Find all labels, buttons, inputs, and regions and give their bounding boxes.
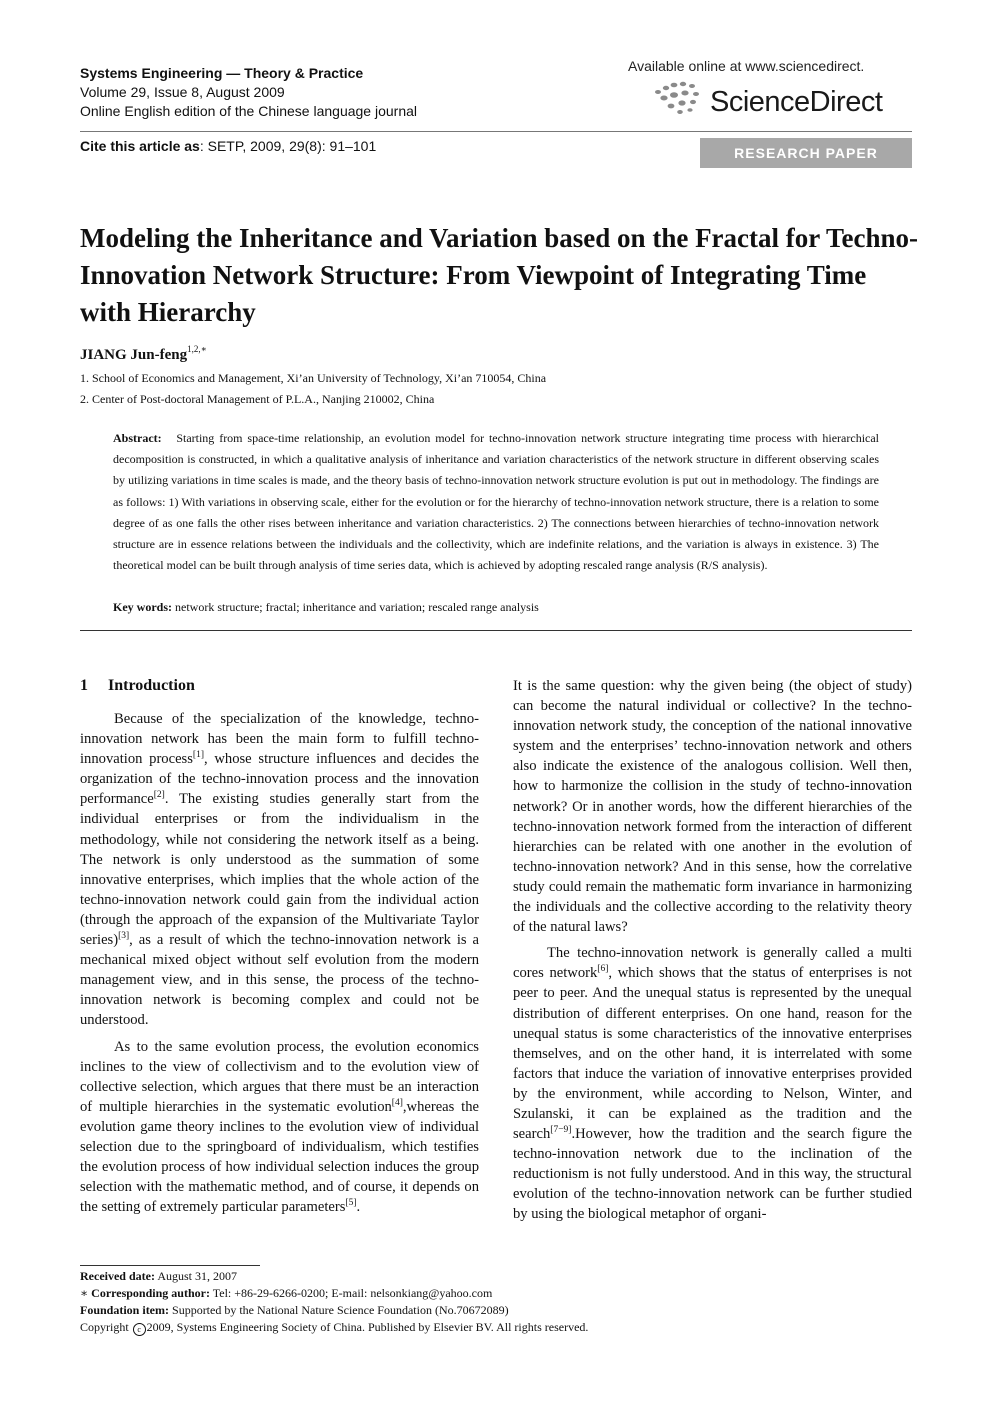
sciencedirect-dots-icon xyxy=(652,80,704,116)
corresponding-label: Corresponding author: xyxy=(91,1286,210,1300)
paragraph-text: . The existing studies generally start from the individual enterprises or from the individualism in the methodology, while not considering the network itself as a being. The network is only understood as the summation of some innovative enterprises, which implies that the whole action of the techno-innovation network could gain from the individual action (through the approach of the expansion of the Multivariate Taylor series) xyxy=(80,791,479,949)
keywords-text: network structure; fractal; inheritance and variation; rescaled range analysis xyxy=(175,600,539,614)
footnote-divider xyxy=(80,1265,260,1266)
copyright-prefix: Copyright xyxy=(80,1320,129,1334)
foundation-label: Foundation item: xyxy=(80,1303,170,1317)
citation-ref[interactable]: [7−9] xyxy=(550,1125,572,1136)
received-date xyxy=(80,1268,588,1285)
foundation-value: Supported by the National Nature Science Foundation (No.70672089) xyxy=(172,1303,509,1317)
corresponding-value: Tel: +86-29-6266-0200; E-mail: nelsonkiang@yahoo.com xyxy=(212,1286,493,1300)
journal-name: Systems Engineering — Theory & Practice xyxy=(80,65,364,81)
header-divider xyxy=(80,131,912,132)
received-value: August 31, 2007 xyxy=(157,1269,237,1283)
paragraph-text: , whose structure influences and decides the organization of the techno-innovation process and the innovation performance xyxy=(80,751,479,808)
paragraph-text: , which shows that the status of enterprises is not peer to peer. And the unequal status is represented by the unequal distribution of different enterprises. On one hand, reason for the unequal status is some characteristics of the innovative enterprises themselves, and on the other hand, it is interrelated with some factors that induce the variation of innovative enterprises provided by the environment, while according to Nelson, Winter, and Szulanski, it can be explained as the tradition and the search xyxy=(513,965,912,1143)
citation-ref[interactable]: [4] xyxy=(391,1097,403,1108)
research-paper-badge: RESEARCH PAPER xyxy=(700,138,912,168)
abstract-text: Starting from space-time relationship, an evolution model for techno-innovation network structure integrating time process with hierarchical decomposition is constructed, in which a qualitative analysis of inheritance and variation characteristics of the network structure in different observing scales by utilizing variations in time scales is made, and the theory basis of techno-innovation network structure evolution is put out in methodology. The findings are as follows: 1) With variations in observing scale, either for the evolution or for the hierarchy of techno-innovation network structure, there is a relation to some degree of as one falls the other rises between inheritance and variation characteristics. 2) The connections between hierarchies of techno-innovation network structure are in essence relations between the individuals and the collectivity, which are indefinite relations, and the variation is always in existence. 3) The theoretical model can be built through analysis of time series data, which is achieved by adopting rescaled range analysis (R/S analysis). xyxy=(113,431,880,573)
paragraph xyxy=(80,1037,479,1218)
journal-edition: Online English edition of the Chinese language journal xyxy=(80,103,418,119)
abstract-label: Abstract: xyxy=(113,431,162,445)
left-column xyxy=(80,676,479,1217)
section-title: Introduction xyxy=(108,677,195,694)
copyright-icon: c xyxy=(133,1323,146,1336)
paragraph-text: ,whereas the evolution game theory inclines to the evolution view of individual selection due to the springboard of individualism, which testifies the evolution process of how individual selection induces the group selection with the mathematic method, and of course, it depends on the setting of extremely particular parameters xyxy=(80,1098,480,1216)
paragraph-text: As to the same evolution process, the evolution economics inclines to the view of collectivism and to the evolution view of collective selection, which argues that there must be an interaction of multiple hierarchies in the systematic evolution xyxy=(80,1038,479,1115)
section-heading xyxy=(80,676,479,696)
abstract xyxy=(113,428,879,576)
paragraph-text: .However, how the tradition and the search figure the techno-innovation network due to the inclination of the reductionism is not fully understood. And in this way, the structural evolution of the techno-innovation network can be further studied by using the biological metaphor of organi- xyxy=(513,1126,912,1223)
available-online-text: Available online at www.sciencedirect. xyxy=(628,58,865,74)
citation-ref[interactable]: [5] xyxy=(345,1198,357,1209)
citation-line xyxy=(80,138,376,154)
paragraph-text: , as a result of which the techno-innovation network is a mechanical mixed object without self evolution from the modern management view, and in this sense, the process of the techno-innovation network is becoming complex and could not be understood. xyxy=(80,932,479,1029)
affiliation-2: 2. Center of Post-doctoral Management of P.L.A., Nanjing 210002, China xyxy=(80,392,435,406)
keywords-label: Key words: xyxy=(113,600,172,614)
star-mark: ∗ xyxy=(80,1286,89,1300)
journal-volume-issue: Volume 29, Issue 8, August 2009 xyxy=(80,84,285,100)
sciencedirect-brand: ScienceDirect xyxy=(710,86,883,118)
citation-ref[interactable]: [1] xyxy=(192,750,204,761)
keywords xyxy=(113,598,879,616)
corresponding-author xyxy=(80,1285,588,1302)
paragraph xyxy=(80,709,479,1031)
abstract-divider xyxy=(80,630,912,631)
cite-label: Cite this article as xyxy=(80,138,200,154)
paragraph-text: Because of the specialization of the knowledge, techno-innovation network has been the main form to fulfill techno-innovation process xyxy=(80,711,479,768)
copyright-line xyxy=(80,1319,588,1336)
article-title: Modeling the Inheritance and Variation based on the Fractal for Techno-Innovation Network Structure: From Viewpoint of Integrating Time with Hierarchy xyxy=(80,223,919,327)
paragraph: It is the same question: why the given being (the object of study) can become the natural individual or collective? In the techno-innovation network study, the conception of the national innovative system and the enterprises’ techno-innovation network and others also indicate the existence of the analogous collision. Well then, how to harmonize the collision in the study of techno-innovation network? Or in another words, how the different hierarchies of the techno-innovation network formed from the interaction of different hierarchies can be related with one another in the evolution of techno-innovation network? And in this sense, how the correlative study could remain the mathematic form invariance in harmonizing the individuals and the collective according to the relativity theory of the natural laws? xyxy=(513,678,912,936)
paragraph-text: The techno-innovation network is generally called a multi cores network xyxy=(513,945,912,982)
author-name: JIANG Jun-feng xyxy=(80,347,188,363)
right-column xyxy=(513,676,912,1225)
section-number: 1 xyxy=(80,677,88,694)
footnotes xyxy=(80,1268,588,1336)
foundation-item xyxy=(80,1302,588,1319)
citation-ref[interactable]: [6] xyxy=(597,964,609,975)
citation-ref[interactable]: [2] xyxy=(153,790,165,801)
received-label: Received date: xyxy=(80,1269,155,1283)
author-marks: 1,2,∗ xyxy=(187,344,207,354)
paragraph-text: . xyxy=(356,1199,361,1216)
paragraph xyxy=(513,943,912,1224)
copyright-text: 2009, Systems Engineering Society of China. Published by Elsevier BV. All rights reserved. xyxy=(146,1320,589,1334)
journal-info xyxy=(80,64,417,121)
citation-ref[interactable]: [3] xyxy=(118,931,130,942)
affiliation-1: 1. School of Economics and Management, Xi’an University of Technology, Xi’an 710054, China xyxy=(80,371,547,385)
cite-text: : SETP, 2009, 29(8): 91–101 xyxy=(199,138,377,154)
author-line xyxy=(80,344,207,364)
